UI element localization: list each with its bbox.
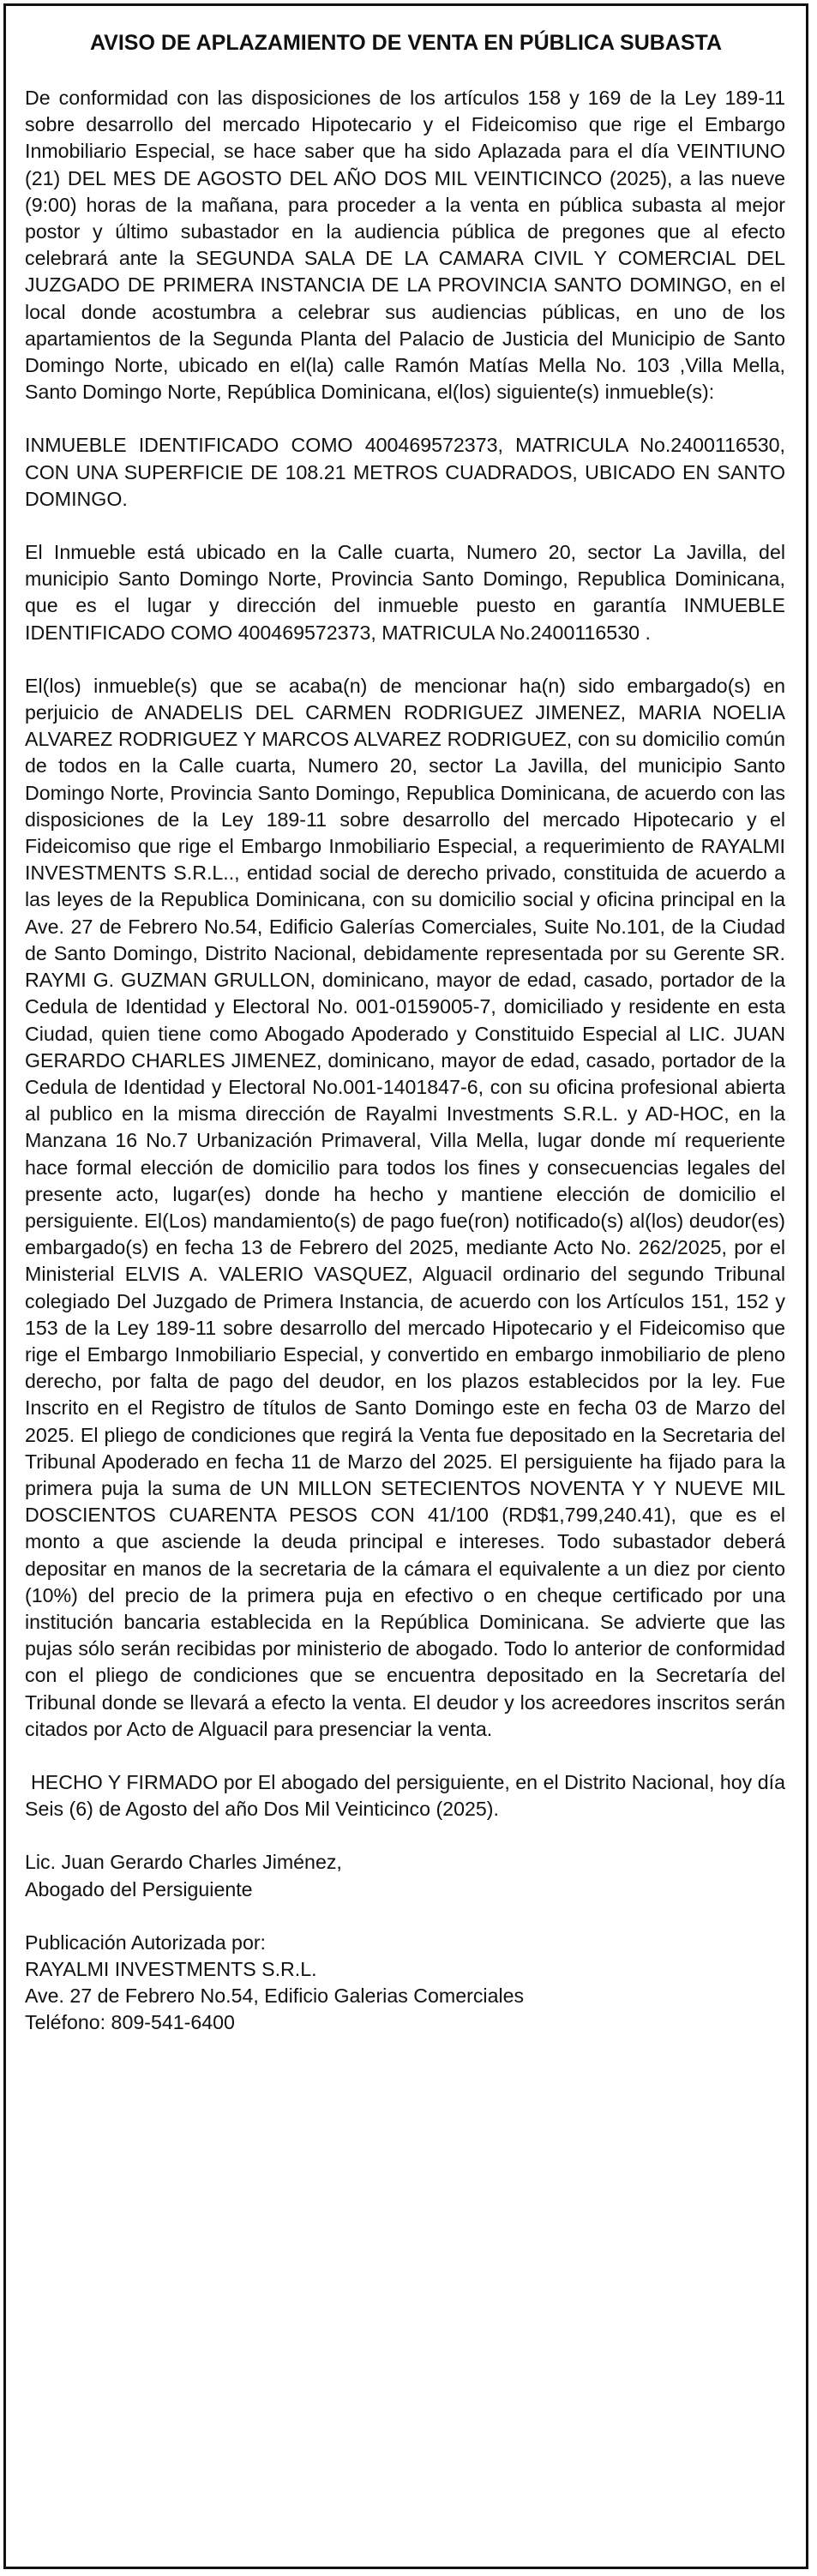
- signature-name: Lic. Juan Gerardo Charles Jiménez,: [25, 1851, 342, 1874]
- notice-title: AVISO DE APLAZAMIENTO DE VENTA EN PÚBLICA SUBASTA: [89, 31, 723, 55]
- publication-block: [25, 1930, 785, 2037]
- publication-label: Publicación Autorizada por:: [25, 1930, 267, 1954]
- paragraph-signed: HECHO Y FIRMADO por El abogado del persiguiente, en el Distrito Nacional, hoy día Seis (6) de Agosto del año Dos Mil Veinticinco (2025).: [25, 1770, 785, 1821]
- signature-role: Abogado del Persiguiente: [25, 1877, 253, 1900]
- paragraph-property-id: INMUEBLE IDENTIFICADO COMO 400469572373, MATRICULA No.2400116530, CON UNA SUPERFICIE DE 108.21 METROS CUADRADOS, UBICADO EN SANTO DOMINGO.: [25, 434, 785, 510]
- legal-notice: [3, 3, 808, 2569]
- publication-address: Ave. 27 de Febrero No.54, Edificio Galerias Comerciales: [25, 1985, 525, 2008]
- paragraph-seizure-details: El(los) inmueble(s) que se acaba(n) de mencionar ha(n) sido embargado(s) en perjuicio de ANADELIS DEL CARMEN RODRIGUEZ JIMENEZ, MARIA NOELIA ALVAREZ RODRIGUEZ Y MARCOS ALVAREZ RODRIGUEZ, con su domicilio común de todos en la Calle cuarta, Numero 20, sector La Javilla, del municipio Santo Domingo Norte, Provincia Santo Domingo, Republica Dominicana, de acuerdo con las disposiciones de la Ley 189-11 sobre desarrollo del mercado Hipotecario y el Fideicomiso que rige el Embargo Inmobiliario Especial, a requerimiento de RAYALMI INVESTMENTS S.R.L.., entidad social de derecho privado, constituida de acuerdo a las leyes de la Republica Dominicana, con su domicilio social y oficina principal en la Ave. 27 de Febrero No.54, Edificio Galerías Comerciales, Suite No.101, de la Ciudad de Santo Domingo, Distrito Nacional, debidamente representada por su Gerente SR. RAYMI G. GUZMAN GRULLON, dominicano, mayor de edad, casado, portador de la Cedula de Identidad y Electoral No. 001-0159005-7, domiciliado y residente en esta Ciudad, quien tiene como Abogado Apoderado y Constituido Especial al LIC. JUAN GERARDO CHARLES JIMENEZ, dominicano, mayor de edad, casado, portador de la Cedula de Identidad y Electoral No.001-1401847-6, con su oficina profesional abierta al publico en la misma dirección de Rayalmi Investments S.R.L. y AD-HOC, en la Manzana 16 No.7 Urbanización Primaveral, Villa Mella, lugar donde mí requeriente hace formal elección de domicilio para todos los fines y consecuencias legales del presente acto, lugar(es) donde ha hecho y mantiene elección de domicilio el persiguiente. El(Los) mandamiento(s) de pago fue(ron) notificado(s) al(los) deudor(es) embargado(s) en fecha 13 de Febrero del 2025, mediante Acto No. 262/2025, por el Ministerial ELVIS A. VALERIO VASQUEZ, Alguacil ordinario del segundo Tribunal colegiado Del Juzgado de Primera Instancia, de acuerdo con los Artículos 151, 152 y 153 de la Ley 189-11 sobre desarrollo del mercado Hipotecario y el Fideicomiso que rige el Embargo Inmobiliario Especial, y convertido en embargo inmobiliario de pleno derecho, por falta de pago del deudor, en los plazos establecidos por la ley. Fue Inscrito en el Registro de títulos de Santo Domingo este en fecha 03 de Marzo del 2025. El pliego de condiciones que regirá la Venta fue depositado en la Secretaria del Tribunal Apoderado en fecha 11 de Marzo del 2025. El persiguiente ha fijado para la primera puja la suma de UN MILLON SETECIENTOS NOVENTA Y Y NUEVE MIL DOSCIENTOS CUARENTA PESOS CON 41/100 (RD$1,799,240.41), que es el monto a que asciende la deuda principal e intereses. Todo subastador deberá depositar en manos de la secretaria de la cámara el equivalente a un diez por ciento (10%) del precio de la primera puja en efectivo o en cheque certificado por una institución bancaria establecida en la República Dominicana. Se advierte que las pujas sólo serán recibidas por ministerio de abogado. Todo lo anterior de conformidad con el pliego de condiciones que se encuentra depositado en la Secretaría del Tribunal donde se llevará a efecto la venta. El deudor y los acreedores inscritos serán citados por Acto de Alguacil para presenciar la venta.: [25, 674, 785, 1740]
- paragraph-property-location: El Inmueble está ubicado en la Calle cuarta, Numero 20, sector La Javilla, del municipio Santo Domingo Norte, Provincia Santo Domingo, Republica Dominicana, que es el lugar y dirección del inmueble puesto en garantía INMUEBLE IDENTIFICADO COMO 400469572373, MATRICULA No.2400116530 .: [25, 541, 785, 644]
- publication-phone: Teléfono: 809-541-6400: [25, 2011, 235, 2034]
- paragraph-announcement: De conformidad con las disposiciones de los artículos 158 y 169 de la Ley 189-11 sobre desarrollo del mercado Hipotecario y el Fideicomiso que rige el Embargo Inmobiliario Especial, se hace saber que ha sido Aplazada para el día VEINTIUNO (21) DEL MES DE AGOSTO DEL AÑO DOS MIL VEINTICINCO (2025), a las nueve (9:00) horas de la mañana, para proceder a la venta en pública subasta al mejor postor y último subastador en la audiencia pública de pregones que al efecto celebrará ante la SEGUNDA SALA DE LA CAMARA CIVIL Y COMERCIAL DEL JUZGADO DE PRIMERA INSTANCIA DE LA PROVINCIA SANTO DOMINGO, en el local donde acostumbra a celebrar sus audiencias públicas, en uno de los apartamientos de la Segunda Planta del Palacio de Justicia del Municipio de Santo Domingo Norte, ubicado en el(la) calle Ramón Matías Mella No. 103 ,Villa Mella, Santo Domingo Norte, República Dominicana, el(los) siguiente(s) inmueble(s):: [25, 87, 785, 404]
- notice-body: [25, 85, 785, 2037]
- publication-company: RAYALMI INVESTMENTS S.R.L.: [25, 1958, 317, 1980]
- signature-block: [25, 1849, 785, 1902]
